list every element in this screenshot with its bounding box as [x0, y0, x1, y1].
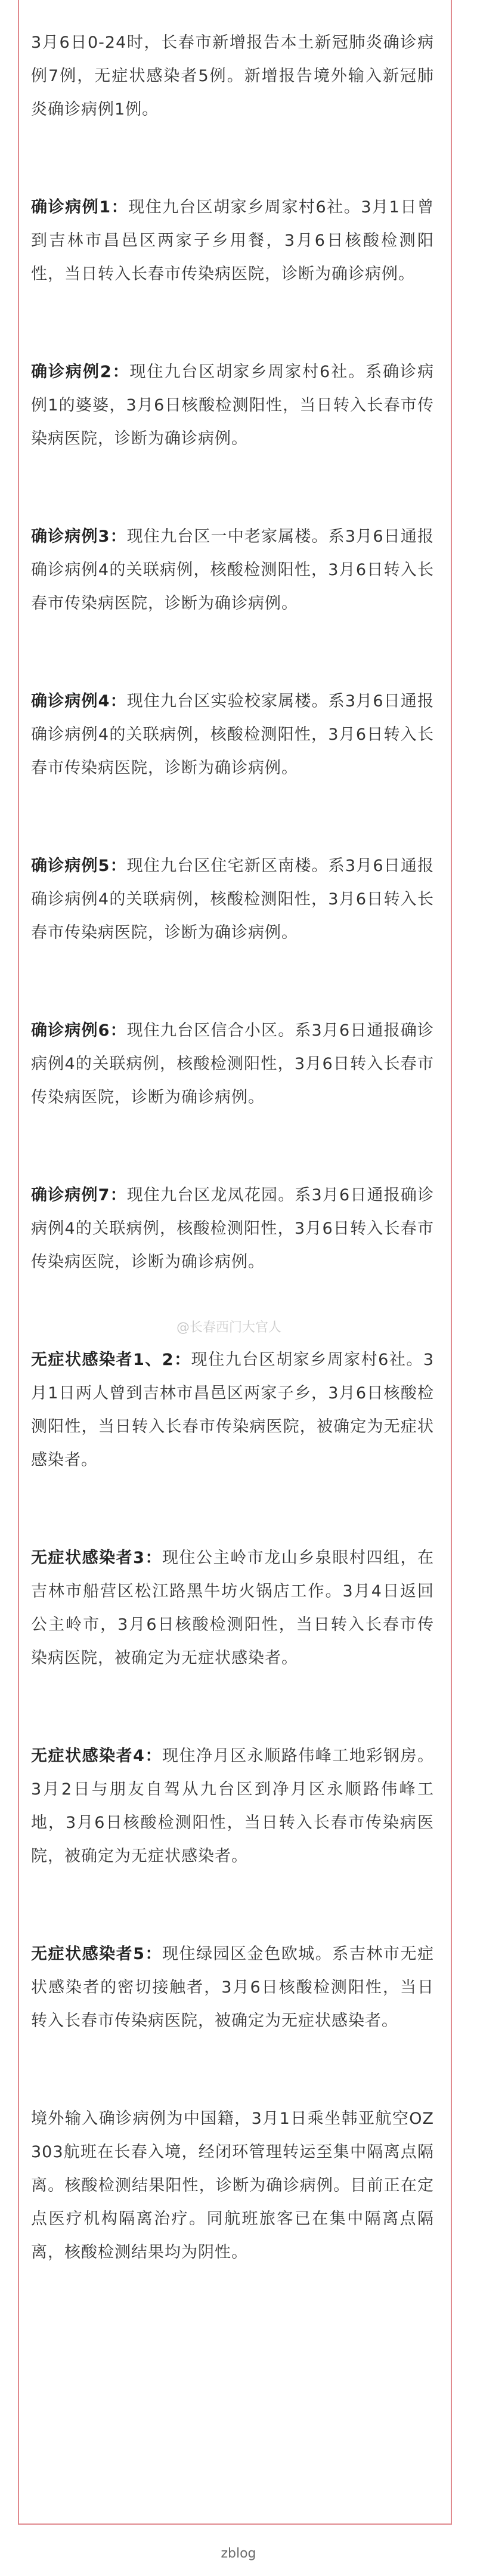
paragraph-text: 现住九台区胡家乡周家村6社。3月1日曾到吉林市昌邑区两家子乡用餐，3月6日核酸检测阳性，当日转入长春市传染病医院，诊断为确诊病例。: [31, 198, 434, 283]
case-label: 确诊病例1：: [31, 198, 129, 217]
article-paragraph: [31, 356, 434, 456]
case-label: 确诊病例5：: [31, 857, 127, 875]
case-label: 确诊病例7：: [31, 1186, 127, 1204]
paragraph-text: 现住绿园区金色欧城。系吉林市无症状感染者的密切接触者，3月6日核酸检测阳性，当日转入长春市传染病医院，被确定为无症状感染者。: [31, 1945, 434, 2030]
case-label: 确诊病例4：: [31, 692, 127, 711]
article-paragraph: [31, 1014, 434, 1114]
article-paragraph: [31, 1938, 434, 2038]
article-body: [31, 26, 434, 2269]
article-paragraph: [31, 2102, 434, 2269]
paragraph-text: 现住九台区信合小区。系3月6日通报确诊病例4的关联病例，核酸检测阳性，3月6日转入长春市传染病医院，诊断为确诊病例。: [31, 1021, 434, 1107]
article-paragraph: [31, 1179, 434, 1279]
article-paragraph: [31, 850, 434, 950]
paragraph-text: 现住九台区龙凤花园。系3月6日通报确诊病例4的关联病例，核酸检测阳性，3月6日转入长春市传染病医院，诊断为确诊病例。: [31, 1186, 434, 1271]
case-label: 确诊病例2：: [31, 363, 130, 381]
article-paragraph: [31, 520, 434, 620]
case-label: 确诊病例6：: [31, 1021, 127, 1040]
paragraph-text: 现住九台区住宅新区南楼。系3月6日通报确诊病例4的关联病例，核酸检测阳性，3月6日转入长春市传染病医院，诊断为确诊病例。: [31, 857, 434, 942]
article-paragraph: [31, 1542, 434, 1675]
case-label: 无症状感染者1、2：: [31, 1351, 191, 1369]
case-label: 确诊病例3：: [31, 527, 127, 546]
case-label: 无症状感染者5：: [31, 1945, 163, 1963]
paragraph-text: 现住九台区胡家乡周家村6社。3月1日两人曾到吉林市昌邑区两家子乡，3月6日核酸检测阳性，当日转入长春市传染病医院，被确定为无症状感染者。: [31, 1351, 435, 1469]
article-paragraph: [31, 1740, 434, 1873]
paragraph-text: 现住九台区一中老家属楼。系3月6日通报确诊病例4的关联病例，核酸检测阳性，3月6日转入长春市传染病医院，诊断为确诊病例。: [31, 527, 434, 613]
paragraph-text: 境外输入确诊病例为中国籍，3月1日乘坐韩亚航空OZ303航班在长春入境，经闭环管理转运至集中隔离点隔离。核酸检测结果阳性，诊断为确诊病例。目前正在定点医疗机构隔离治疗。同航班旅客已在集中隔离点隔离，核酸检测结果均为阴性。: [31, 2109, 434, 2262]
paragraph-text: 现住公主岭市龙山乡泉眼村四组，在吉林市船营区松江路黑牛坊火锅店工作。3月4日返回公主岭市，3月6日核酸检测阳性，当日转入长春市传染病医院，被确定为无症状感染者。: [31, 1549, 434, 1667]
case-label: 无症状感染者4：: [31, 1747, 163, 1765]
article-paragraph: [31, 685, 434, 785]
article-paragraph: [31, 26, 434, 126]
paragraph-text: 3月6日0-24时，长春市新增报告本土新冠肺炎确诊病例7例，无症状感染者5例。新增报告境外输入新冠肺炎确诊病例1例。: [31, 33, 434, 119]
case-label: 无症状感染者3：: [31, 1549, 163, 1567]
paragraph-text: 现住九台区实验校家属楼。系3月6日通报确诊病例4的关联病例，核酸检测阳性，3月6日转入长春市传染病医院，诊断为确诊病例。: [31, 692, 434, 777]
paragraph-text: 现住九台区胡家乡周家村6社。系确诊病例1的婆婆，3月6日核酸检测阳性，当日转入长春市传染病医院，诊断为确诊病例。: [31, 363, 434, 448]
article-paragraph: [31, 191, 434, 291]
paragraph-text: 现住净月区永顺路伟峰工地彩钢房。3月2日与朋友自驾从九台区到净月区永顺路伟峰工地，3月6日核酸检测阳性，当日转入长春市传染病医院，被确定为无症状感染者。: [31, 1747, 434, 1865]
footer-label: zblog: [221, 2546, 256, 2561]
article-paragraph: [31, 1343, 434, 1477]
watermark: @长春西门大官人: [176, 1320, 282, 1335]
